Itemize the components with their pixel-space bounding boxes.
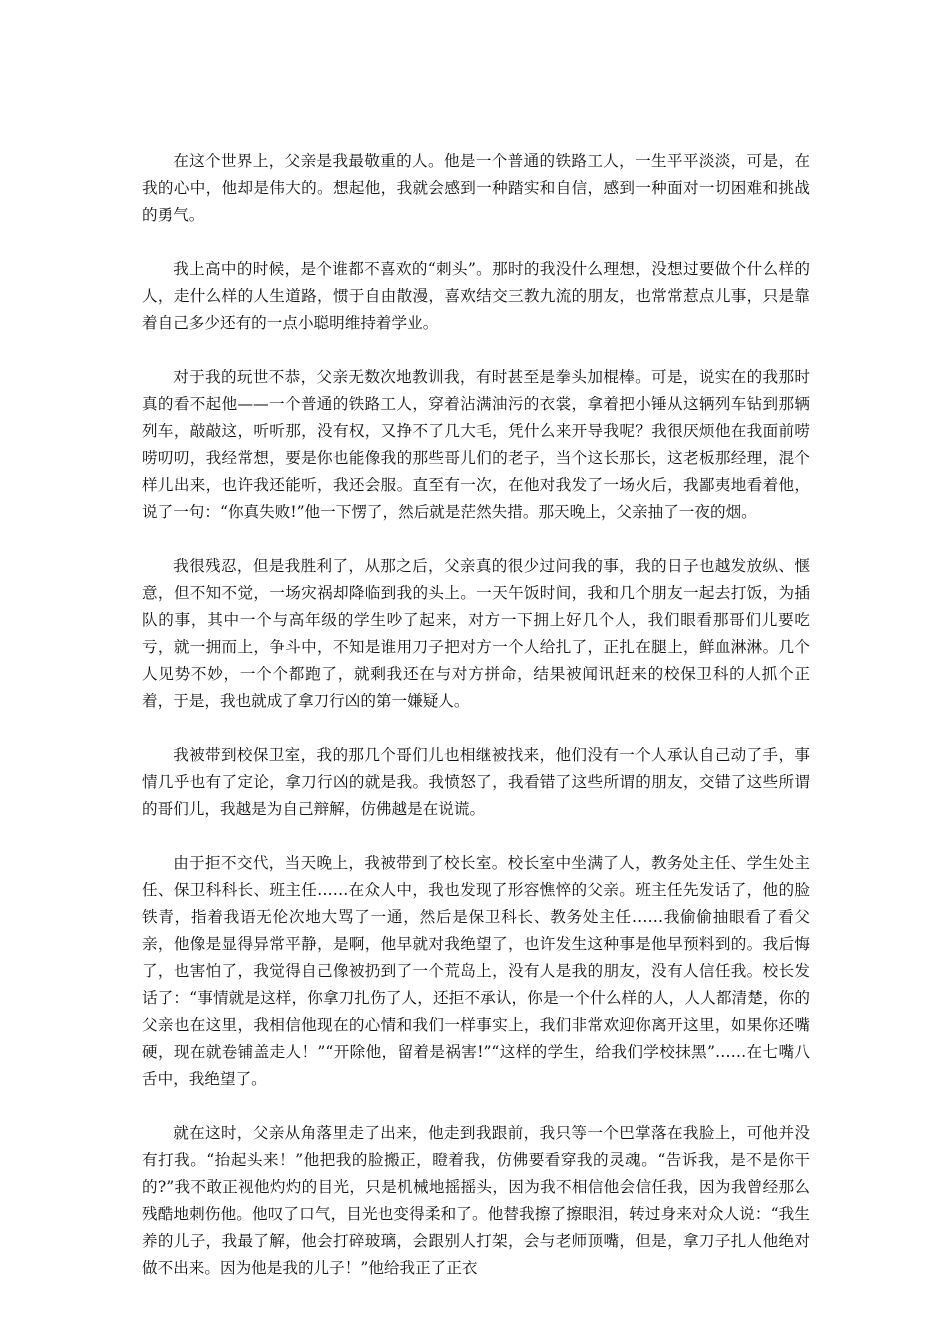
paragraph-5: 我被带到校保卫室，我的那几个哥们儿也相继被找来，他们没有一个人承认自己动了手，事情几乎也有了定论，拿刀行凶的就是我。我愤怒了，我看错了这些所谓的朋友，交错了这些所谓的哥们儿，我越是为自己辩解，仿佛越是在说谎。 — [142, 746, 810, 818]
paragraph-3: 对于我的玩世不恭，父亲无数次地教训我，有时甚至是拳头加棍棒。可是，说实在的我那时真的看不起他——一个普通的铁路工人，穿着沾满油污的衣裳，拿着把小锤从这辆列车钻到那辆列车，敲敲这，听听那，没有权，又挣不了几大毛，凭什么来开导我呢？我很厌烦他在我面前唠唠叨叨，我经常想，要是你也能像我的那些哥儿们的老子，当个这长那长，这老板那经理，混个样儿出来，也许我还能听，我还会服。直至有一次，在他对我发了一场火后，我鄙夷地看着他，说了一句：“你真失败!”他一下愣了，然后就是茫然失措。那天晚上，父亲抽了一夜的烟。 — [142, 368, 810, 521]
paragraph-1: 在这个世界上，父亲是我最敬重的人。他是一个普通的铁路工人，一生平平淡淡，可是，在我的心中，他却是伟大的。想起他，我就会感到一种踏实和自信，感到一种面对一切困难和挑战的勇气。 — [142, 152, 810, 224]
paragraph-6: 由于拒不交代，当天晚上，我被带到了校长室。校长室中坐满了人，教务处主任、学生处主任、保卫科科长、班主任……在众人中，我也发现了形容憔悴的父亲。班主任先发话了，他的脸铁青，指着我语无伦次地大骂了一通，然后是保卫科长、教务处主任……我偷偷抽眼看了看父亲，他像是显得异常平静，是啊，他早就对我绝望了，也许发生这种事是他早预料到的。我后悔了，也害怕了，我觉得自己像被扔到了一个荒岛上，没有人是我的朋友，没有人信任我。校长发话了：“事情就是这样，你拿刀扎伤了人，还拒不承认，你是一个什么样的人，人人都清楚，你的父亲也在这里，我相信他现在的心情和我们一样事实上，我们非常欢迎你离开这里，如果你还嘴硬，现在就卷铺盖走人！”“开除他，留着是祸害!”“这样的学生，给我们学校抹黑”……在七嘴八舌中，我绝望了。 — [142, 854, 810, 1088]
paragraph-4: 我很残忍，但是我胜利了，从那之后，父亲真的很少过问我的事，我的日子也越发放纵、惬意，但不知不觉，一场灾祸却降临到我的头上。一天午饭时间，我和几个朋友一起去打饭，为插队的事，其中一个与高年级的学生吵了起来，对方一下拥上好几个人，我们眼看那哥们儿要吃亏，就一拥而上，争斗中，不知是谁用刀子把对方一个人给扎了，正扎在腿上，鲜血淋淋。几个人见势不妙，一个个都跑了，就剩我还在与对方拼命，结果被闻讯赶来的校保卫科的人抓个正着，于是，我也就成了拿刀行凶的第一嫌疑人。 — [142, 557, 810, 710]
document-page — [142, 148, 810, 1282]
paragraph-7: 就在这时，父亲从角落里走了出来，他走到我跟前，我只等一个巴掌落在我脸上，可他并没有打我。“抬起头来！”他把我的脸搬正，瞪着我，仿佛要看穿我的灵魂。“告诉我，是不是你干的?”我不敢正视他灼灼的目光，只是机械地摇摇头，因为我不相信他会信任我，因为我曾经那么残酷地刺伤他。他叹了口气，目光也变得柔和了。他替我擦了擦眼泪，转过身来对众人说：“我生养的儿子，我最了解，他会打碎玻璃，会跟别人打架，会与老师顶嘴，但是，拿刀子扎人他绝对做不出来。因为他是我的儿子！”他给我正了正衣 — [142, 1124, 810, 1277]
paragraph-2: 我上高中的时候，是个谁都不喜欢的“刺头”。那时的我没什么理想，没想过要做个什么样的人，走什么样的人生道路，惯于自由散漫，喜欢结交三教九流的朋友，也常常惹点儿事，只是靠着自己多少还有的一点小聪明维持着学业。 — [142, 260, 810, 332]
